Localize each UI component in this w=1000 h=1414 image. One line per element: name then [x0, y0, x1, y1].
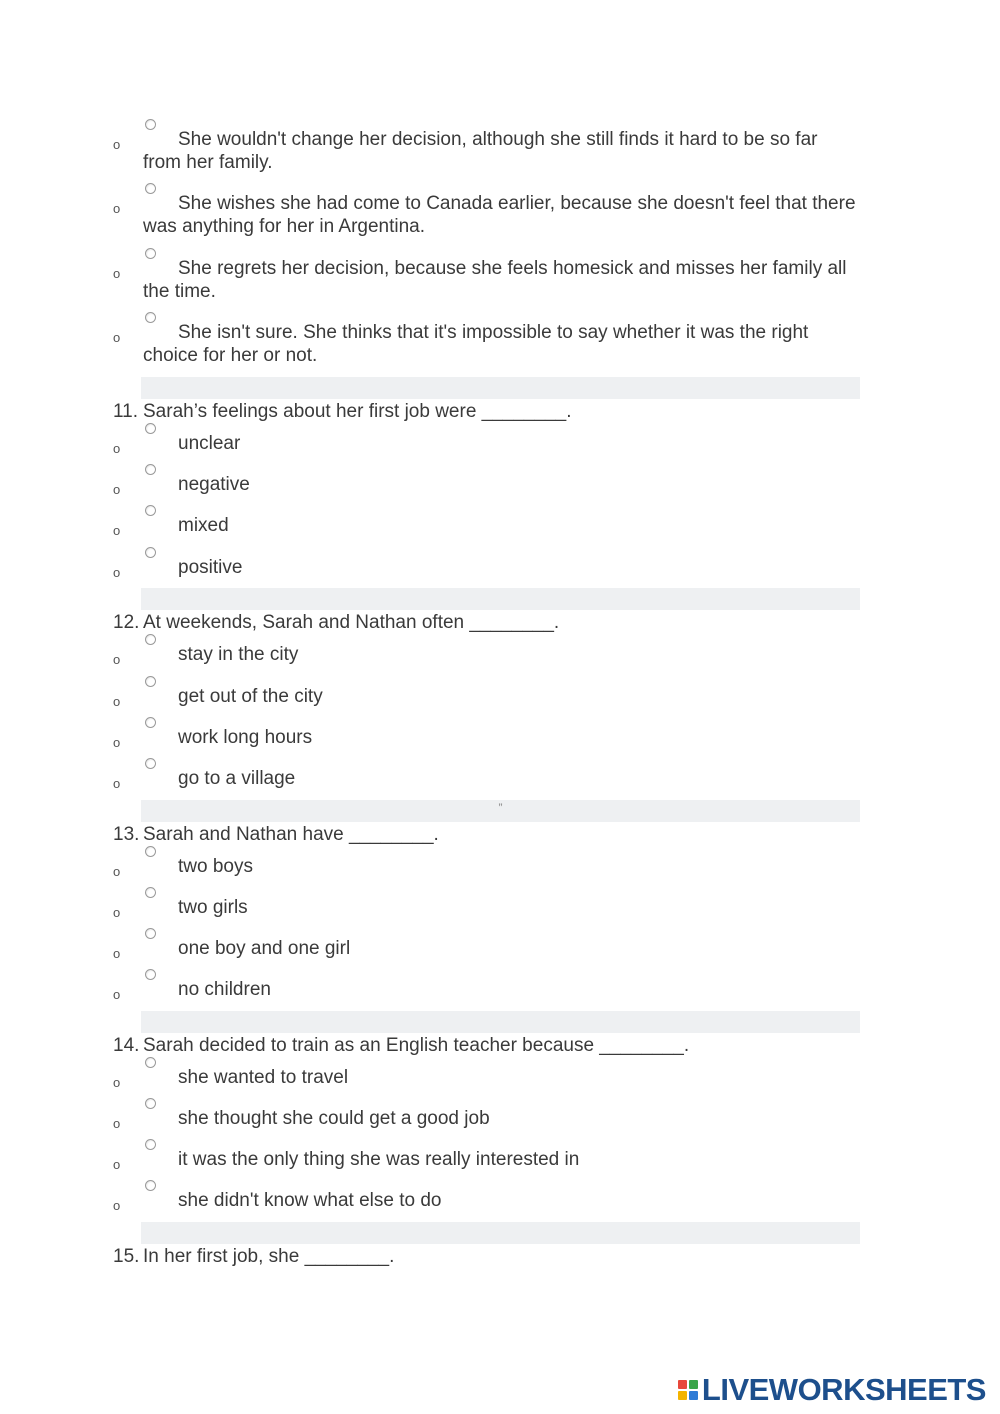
- radio-button[interactable]: [145, 312, 156, 323]
- list-bullet: o: [113, 776, 121, 791]
- answer-option-text: she wanted to travel: [178, 1067, 349, 1088]
- radio-button[interactable]: [145, 676, 156, 687]
- question-number: 11.: [113, 401, 139, 422]
- question-13: [113, 823, 858, 846]
- radio-button[interactable]: [145, 1098, 156, 1109]
- list-bullet: o: [113, 1075, 121, 1090]
- answer-option[interactable]: [113, 514, 858, 537]
- answer-option[interactable]: [113, 257, 858, 303]
- answer-option[interactable]: [113, 1066, 858, 1089]
- question-text: In her first job, she ________.: [143, 1246, 395, 1267]
- liveworksheets-logo: [678, 1372, 986, 1408]
- answer-option[interactable]: [113, 556, 858, 579]
- question-14: [113, 1034, 858, 1057]
- list-bullet: o: [113, 1157, 121, 1172]
- answer-option[interactable]: [113, 192, 858, 238]
- answer-option[interactable]: [113, 643, 858, 666]
- list-bullet: o: [113, 266, 121, 281]
- answer-option-text: She wouldn't change her decision, although she still finds it hard to be so far from her family.: [143, 129, 818, 173]
- question-separator: [141, 1222, 860, 1244]
- radio-button[interactable]: [145, 547, 156, 558]
- question-number: 13.: [113, 824, 140, 845]
- answer-option-text: one boy and one girl: [178, 938, 351, 959]
- answer-option-text: get out of the city: [178, 686, 323, 707]
- answer-option-text: she thought she could get a good job: [178, 1108, 490, 1129]
- answer-option[interactable]: [113, 767, 858, 790]
- logo-wordmark: LIVEWORKSHEETS: [701, 1372, 986, 1407]
- answer-option-text: She wishes she had come to Canada earlier, because she doesn't feel that there was anything for her in Argentina.: [143, 193, 856, 237]
- answer-option-text: work long hours: [178, 727, 313, 748]
- list-bullet: o: [113, 201, 121, 216]
- radio-button[interactable]: [145, 634, 156, 645]
- radio-button[interactable]: [145, 1180, 156, 1191]
- answer-option-text: go to a village: [178, 768, 296, 789]
- question-15: [113, 1245, 858, 1268]
- question-number: 14.: [113, 1035, 140, 1056]
- list-bullet: o: [113, 987, 121, 1002]
- answer-option-text: She regrets her decision, because she feels homesick and misses her family all the time.: [143, 258, 847, 302]
- radio-button[interactable]: [145, 464, 156, 475]
- answer-option[interactable]: [113, 432, 858, 455]
- answer-option[interactable]: [113, 1189, 858, 1212]
- logo-tile: [678, 1391, 687, 1400]
- answer-option-text: She isn't sure. She thinks that it's impossible to say whether it was the right choice for her or not.: [143, 322, 809, 366]
- radio-button[interactable]: [145, 758, 156, 769]
- list-bullet: o: [113, 946, 121, 961]
- list-bullet: o: [113, 523, 121, 538]
- radio-button[interactable]: [145, 505, 156, 516]
- logo-tile: [689, 1391, 698, 1400]
- answer-option-text: unclear: [178, 433, 241, 454]
- list-bullet: o: [113, 1198, 121, 1213]
- radio-button[interactable]: [145, 846, 156, 857]
- question-12: [113, 611, 858, 634]
- radio-button[interactable]: [145, 1057, 156, 1068]
- radio-button[interactable]: [145, 119, 156, 130]
- answer-option[interactable]: [113, 685, 858, 708]
- list-bullet: o: [113, 905, 121, 920]
- list-bullet: o: [113, 735, 121, 750]
- answer-option-text: stay in the city: [178, 644, 299, 665]
- answer-option[interactable]: [113, 726, 858, 749]
- list-bullet: o: [113, 565, 121, 580]
- question-separator: [141, 377, 860, 399]
- answer-option[interactable]: [113, 1148, 858, 1171]
- answer-option-text: no children: [178, 979, 271, 1000]
- list-bullet: o: [113, 1116, 121, 1131]
- question-number: 15.: [113, 1246, 140, 1267]
- question-text: Sarah decided to train as an English teacher because ________.: [143, 1035, 690, 1056]
- radio-button[interactable]: [145, 928, 156, 939]
- radio-button[interactable]: [145, 717, 156, 728]
- answer-option-text: she didn't know what else to do: [178, 1190, 442, 1211]
- logo-tile: [689, 1380, 698, 1389]
- separator-mark: ”: [498, 801, 503, 815]
- answer-option-text: negative: [178, 474, 250, 495]
- answer-option-text: positive: [178, 557, 243, 578]
- question-text: At weekends, Sarah and Nathan often ________.: [143, 612, 560, 633]
- answer-option[interactable]: [113, 1107, 858, 1130]
- list-bullet: o: [113, 137, 121, 152]
- answer-option-text: two boys: [178, 856, 253, 877]
- logo-tiles-icon: [678, 1380, 698, 1400]
- list-bullet: o: [113, 441, 121, 456]
- answer-option-text: it was the only thing she was really interested in: [178, 1149, 580, 1170]
- list-bullet: o: [113, 864, 121, 879]
- list-bullet: o: [113, 694, 121, 709]
- list-bullet: o: [113, 482, 121, 497]
- list-bullet: o: [113, 330, 121, 345]
- answer-option[interactable]: [113, 128, 858, 174]
- radio-button[interactable]: [145, 1139, 156, 1150]
- answer-option[interactable]: [113, 978, 858, 1001]
- list-bullet: o: [113, 652, 121, 667]
- answer-option[interactable]: [113, 896, 858, 919]
- answer-option[interactable]: [113, 473, 858, 496]
- answer-option[interactable]: [113, 855, 858, 878]
- answer-option-text: mixed: [178, 515, 229, 536]
- answer-option[interactable]: [113, 321, 858, 367]
- radio-button[interactable]: [145, 969, 156, 980]
- question-separator: [141, 588, 860, 610]
- question-text: Sarah’s feelings about her first job were ________.: [143, 401, 572, 422]
- question-number: 12.: [113, 612, 140, 633]
- question-text: Sarah and Nathan have ________.: [143, 824, 439, 845]
- radio-button[interactable]: [145, 248, 156, 259]
- question-11: [113, 400, 858, 423]
- answer-option[interactable]: [113, 937, 858, 960]
- answer-option-text: two girls: [178, 897, 248, 918]
- logo-tile: [678, 1380, 687, 1389]
- radio-button[interactable]: [145, 183, 156, 194]
- radio-button[interactable]: [145, 423, 156, 434]
- question-separator: [141, 1011, 860, 1033]
- radio-button[interactable]: [145, 887, 156, 898]
- question-separator: [141, 800, 860, 822]
